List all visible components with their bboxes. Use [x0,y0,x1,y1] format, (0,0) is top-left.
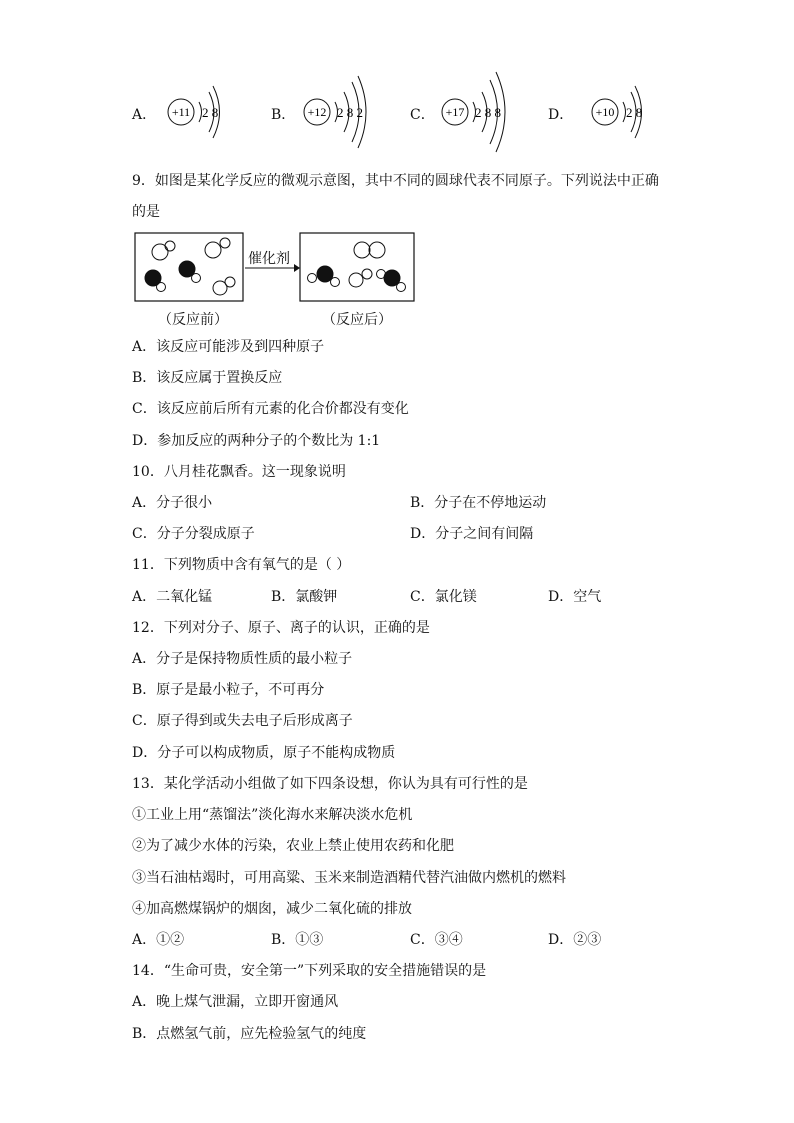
q13-item-2: ②为了减少水体的污染，农业上禁止使用农药和化肥 [132,838,454,854]
option-letter: B． [271,107,296,123]
nucleus-charge: +17 [445,105,465,119]
question-14-stem: 14．“生命可贵，安全第一”下列采取的安全措施错误的是 [132,963,487,979]
q13-item-3: ③当石油枯竭时，可用高粱、玉米来制造酒精代替汽油做内燃机的燃料 [132,870,566,886]
question-13-stem: 13．某化学活动小组做了如下四条设想，你认为具有可行性的是 [132,776,528,792]
q9-option-a: A．该反应可能涉及到四种原子 [132,339,325,355]
q12-option-d: D．分子可以构成物质，原子不能构成物质 [132,745,396,761]
q10-option-a: A．分子很小 [132,495,213,511]
q10-option-d: D．分子之间有间隔 [410,526,534,542]
q11-option-a: A．二氧化锰 [132,589,213,605]
q13-item-1: ①工业上用“蒸馏法”淡化海水来解决淡水危机 [132,807,413,823]
caption-after: （反应后） [322,312,392,328]
q9-option-c: C．该反应前后所有元素的化合价都没有变化 [132,401,409,417]
q12-option-b: B．原子是最小粒子，不可再分 [132,682,325,698]
question-9-stem-cont: 的是 [132,204,160,220]
shell-electrons: 2 8 [202,105,219,120]
option-letter: C． [410,107,435,123]
q13-option-d: D．②③ [548,932,602,948]
q9-option-b: B．该反应属于置换反应 [132,370,283,386]
question-11-stem: 11．下列物质中含有氧气的是（ ） [132,557,351,573]
option-letter: D． [548,107,574,123]
option-letter: A． [132,107,157,123]
atom-diagram-d [588,62,658,156]
catalyst-label: 催化剂 [248,251,290,267]
q14-option-b: B．点燃氢气前，应先检验氢气的纯度 [132,1026,367,1042]
q14-option-a: A．晚上煤气泄漏，立即开窗通风 [132,994,339,1010]
q13-option-a: A．①② [132,932,185,948]
nucleus-charge: +12 [307,105,327,119]
question-12-stem: 12．下列对分子、原子、离子的认识，正确的是 [132,620,430,636]
atom-diagram-c [438,62,518,156]
q9-option-d: D．参加反应的两种分子的个数比为 1:1 [132,433,381,449]
q10-option-c: C．分子分裂成原子 [132,526,255,542]
shell-electrons: 2 8 2 [337,105,363,120]
q11-option-d: D．空气 [548,589,602,605]
q13-option-c: C．③④ [410,932,463,948]
nucleus-charge: +10 [595,105,615,119]
shell-electrons: 2 8 8 [475,105,501,120]
q10-option-b: B．分子在不停地运动 [410,495,547,511]
q13-item-4: ④加高燃煤锅炉的烟囱，减少二氧化硫的排放 [132,901,412,917]
q11-option-c: C．氯化镁 [410,589,477,605]
atom-diagram-b [300,62,380,156]
q11-option-b: B．氯酸钾 [271,589,338,605]
atom-diagram-a [164,62,234,156]
shell-electrons: 2 8 [626,105,643,120]
question-10-stem: 10．八月桂花飘香。这一现象说明 [132,464,346,480]
q13-option-b: B．①③ [271,932,324,948]
q12-option-c: C．原子得到或失去电子后形成离子 [132,713,353,729]
caption-before: （反应前） [158,312,228,328]
question-9-stem: 9．如图是某化学反应的微观示意图，其中不同的圆球代表不同原子。下列说法中正确 [132,173,659,189]
q12-option-a: A．分子是保持物质性质的最小粒子 [132,651,353,667]
nucleus-charge: +11 [171,105,191,119]
